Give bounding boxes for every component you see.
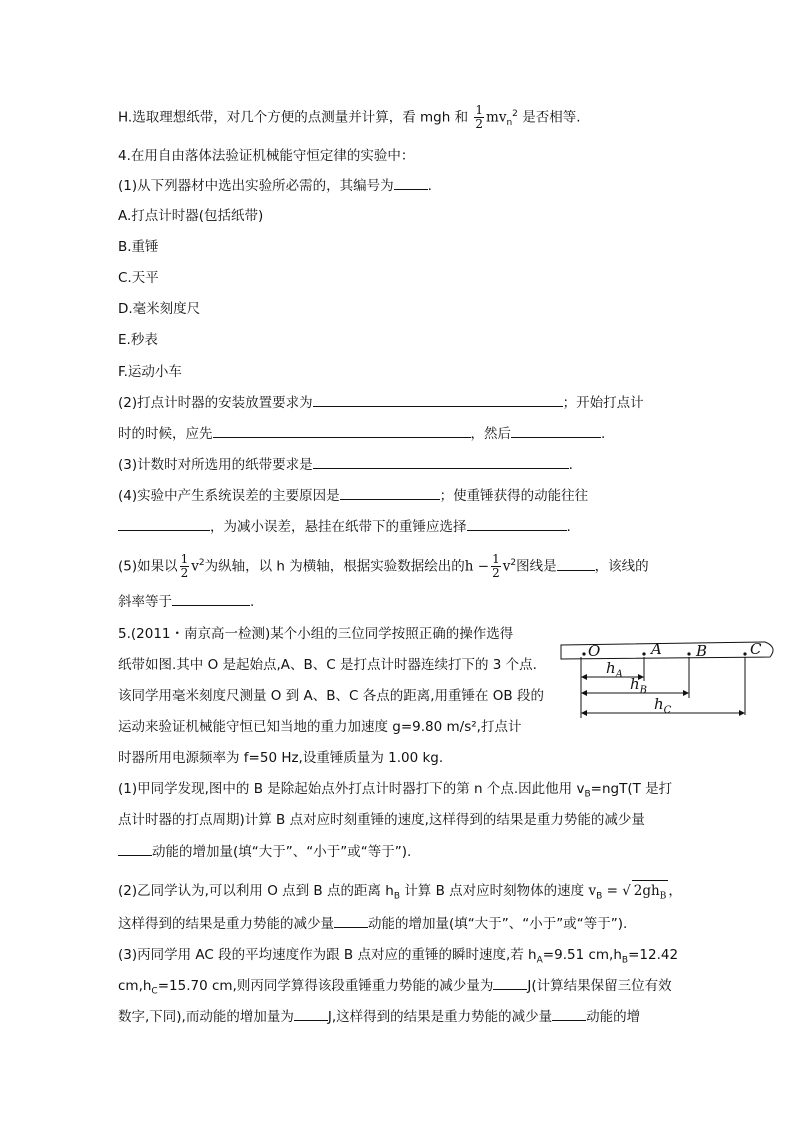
q4-option-c: C.天平 <box>118 270 159 286</box>
sqrt-sign: √ <box>622 883 631 899</box>
fraction: $\frac{1}{2}$ <box>180 552 189 580</box>
q4-part5-line1: (5)如果以 $\frac{1}{2}$ $v^2$为纵轴，以 h 为横轴，根据实验数据绘出的h − $\frac{1}{2}$ $v^2$图线是 ，该线的 <box>118 552 649 580</box>
q4-option-b: B.重锤 <box>118 239 159 255</box>
q5-part3-line1: (3)丙同学用 AC 段的平均速度作为跟 B 点对应的重锤的瞬时速度,若 $h_A=9.51$ $cm,h_B=12.42$ <box>118 947 679 966</box>
q5-part1-line1: (1)甲同学发现,图中的 B 是除起始点外打点计时器打下的第 n 个点.因此他用 $v_B=ngT(T$ 是打 <box>118 781 673 800</box>
answer-blank[interactable] <box>313 455 569 469</box>
option-h-line: H.选取理想纸带，对几个方便的点测量并计算，看 mgh 和 $\frac{1}{2}$ $mv_n^2$ 是否相等. <box>118 103 581 131</box>
q5-line3: 该同学用毫米刻度尺测量 O 到 A、B、C 各点的距离,用重锤在 OB 段的 <box>118 688 544 704</box>
point-c-dot <box>743 652 746 655</box>
point-o-dot <box>582 652 585 655</box>
q5-part2-line2: 这样得到的结果是重力势能的减少量 动能的增加量(填“大于”、“小于”或“等于”). <box>118 916 628 932</box>
q4-part4-line1: (4)实验中产生系统误差的主要原因是 ；使重锤获得的动能往往 <box>118 488 589 504</box>
sqrt-expr: $2gh_B$ <box>632 880 669 907</box>
answer-blank[interactable] <box>493 976 527 990</box>
q5-part2-line1: (2)乙同学认为,可以利用 O 点到 B 点的距离 $h_B$ 计算 B 点对应时刻物体的速度 $v_B$ = √ $2gh_B$ ， <box>118 880 682 907</box>
answer-blank[interactable] <box>394 176 428 190</box>
answer-blank[interactable] <box>340 486 440 500</box>
point-b-label: B <box>696 642 708 660</box>
option-h-text: H.选取理想纸带，对几个方便的点测量并计算，看 mgh 和 <box>118 109 469 126</box>
answer-blank[interactable] <box>557 557 595 571</box>
q4-part5-line2: 斜率等于 . <box>118 594 255 610</box>
q4-option-a: A.打点计时器(包括纸带) <box>118 208 264 224</box>
q4-option-d: D.毫米刻度尺 <box>118 301 201 317</box>
q5-line1: 5.(2011・南京高一检测)某个小组的三位同学按照正确的操作选得 <box>118 626 514 642</box>
answer-blank[interactable] <box>313 393 563 407</box>
q5-line2: 纸带如图.其中 O 是起始点,A、B、C 是打点计时器连续打下的 3 个点. <box>118 657 537 673</box>
q5-part1-line2: 点计时器的打点周期)计算 B 点对应时刻重锤的速度,这样得到的结果是重力势能的减少量 <box>118 812 645 828</box>
answer-blank[interactable] <box>118 517 210 531</box>
q5-line5: 时器所用电源频率为 f=50 Hz,设重锤质量为 1.00 kg. <box>118 750 444 766</box>
point-c-label: C <box>750 640 762 658</box>
answer-blank[interactable] <box>511 424 601 438</box>
point-a-label: A <box>651 640 662 658</box>
q4-part4-line2: ，为减小误差，悬挂在纸带下的重锤应选择 . <box>118 517 571 537</box>
q5-part3-line3: 数字,下同),而动能的增加量为 J,这样得到的结果是重力势能的减少量 动能的增 <box>118 1009 641 1025</box>
q4-intro: 4.在用自由落体法验证机械能守恒定律的实验中： <box>118 148 415 164</box>
answer-blank[interactable] <box>213 424 471 438</box>
fraction: $\frac{1}{2}$ <box>475 103 484 131</box>
label-ha: $h_A$ <box>606 659 623 680</box>
q4-part3: (3)计数时对所选用的纸带要求是 . <box>118 457 573 473</box>
q5-line4: 运动来验证机械能守恒已知当地的重力加速度 g=9.80 m/s²,打点计 <box>118 719 522 735</box>
option-h-suffix: 是否相等. <box>522 109 581 126</box>
answer-blank[interactable] <box>172 592 250 606</box>
answer-blank[interactable] <box>552 1007 586 1021</box>
paper-tape-diagram <box>560 633 785 728</box>
fraction: $\frac{1}{2}$ <box>492 552 500 580</box>
point-a-dot <box>642 652 645 655</box>
label-hb: $h_B$ <box>630 675 648 696</box>
q4-part1: (1)从下列器材中选出实验所必需的，其编号为 . <box>118 178 432 194</box>
q4-part2-line1: (2)打点计时器的安装放置要求为 ；开始打点计 <box>118 395 644 411</box>
label-hc: $h_C$ <box>654 695 672 716</box>
q5-part3-line2: $cm,h_C=15.70$ cm,则丙同学算得该段重锤重力势能的减少量为 J(计算结果保留三位有效 <box>118 978 672 997</box>
q4-part2-line2: 时的时候，应先 ，然后 . <box>118 426 606 442</box>
point-b-dot <box>687 652 690 655</box>
point-o-label: O <box>588 642 601 660</box>
q5-part1-line3: 动能的增加量(填“大于”、“小于”或“等于”). <box>118 842 411 862</box>
answer-blank[interactable] <box>467 517 567 531</box>
answer-blank[interactable] <box>334 914 368 928</box>
answer-blank[interactable] <box>294 1007 328 1021</box>
answer-blank[interactable] <box>118 842 152 856</box>
q4-option-f: F.运动小车 <box>118 364 182 380</box>
q4-option-e: E.秒表 <box>118 332 158 348</box>
